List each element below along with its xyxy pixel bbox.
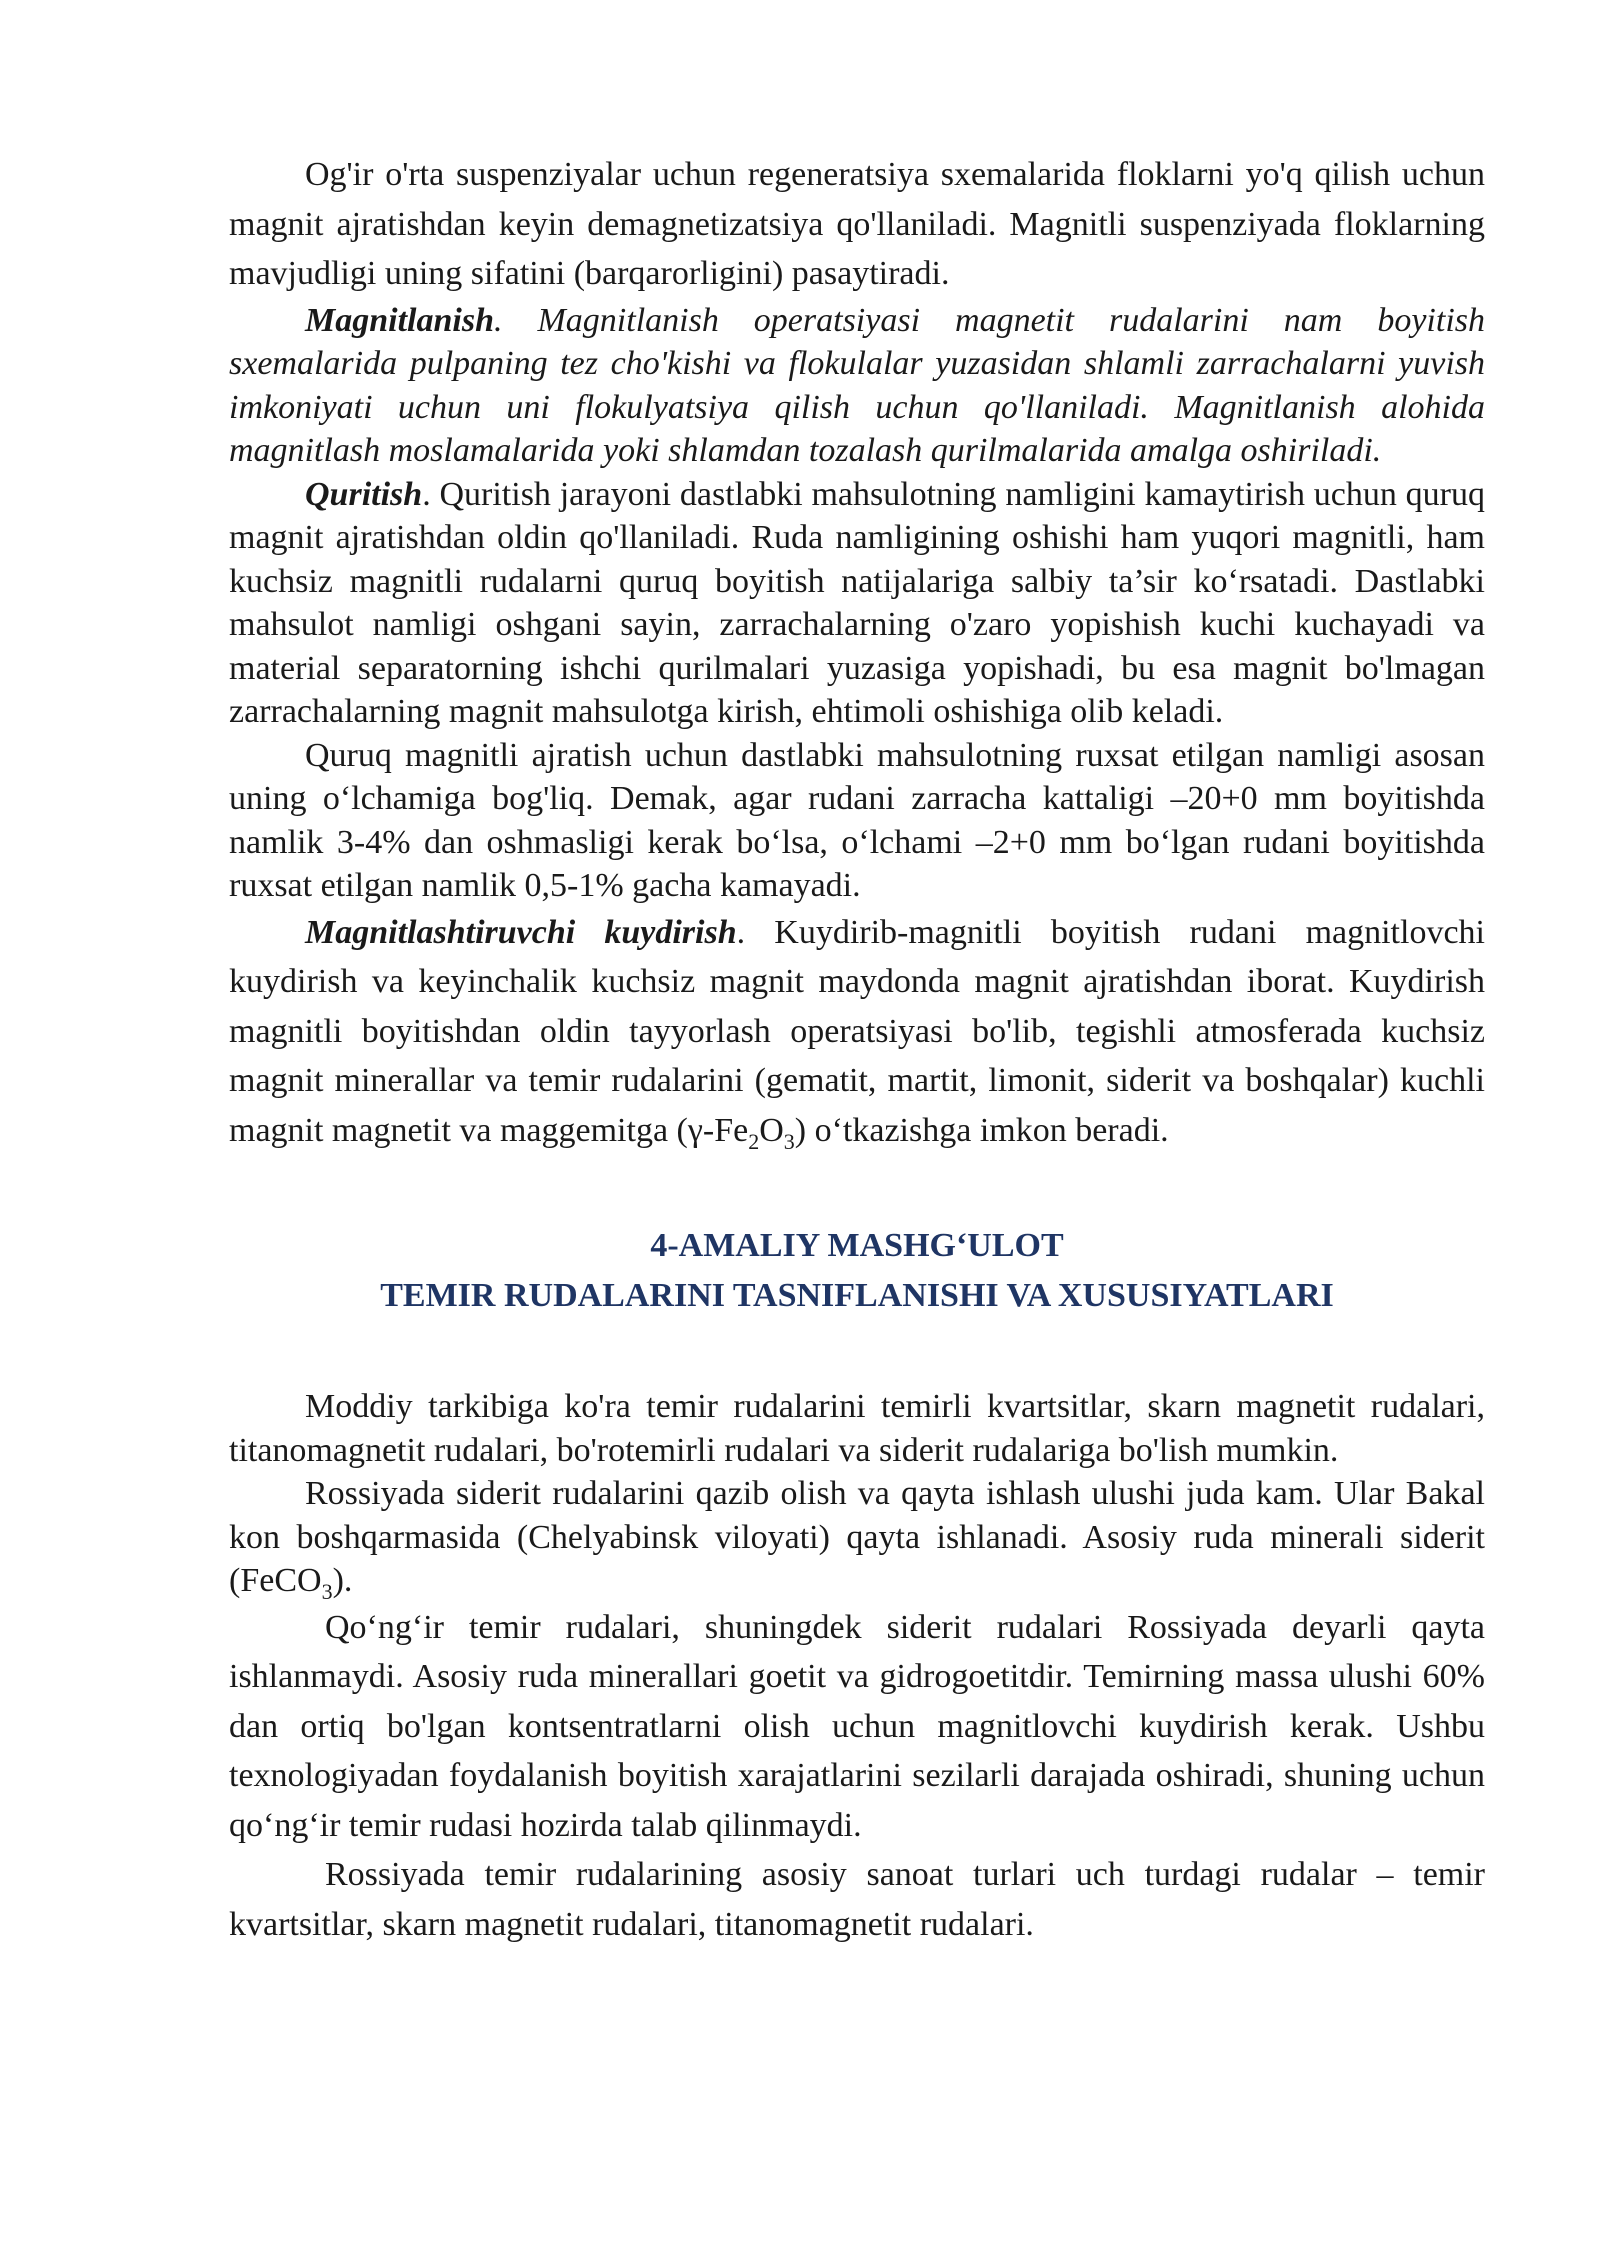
paragraph-roasting-text: . Kuydirib-magnitli boyitish rudani magnitlovchi kuydirish va keyinchalik kuchsiz magnit maydonda magnit ajratishdan iborat. Kuydirish magnitli boyitishdan oldin tayyorlash operatsiyasi bo'lib, tegishli atmosferada kuchsiz magnit minerallar va temir rudalarini (gematit, martit, limonit, siderit va boshqalar) kuchli magnit magnetit va maggemitga (γ-Fe [229,913,1485,1149]
paragraph-brown-iron-ores: Qo‘ng‘ir temir rudalari, shuningdek siderit rudalari Rossiyada deyarli qayta ishlanmaydi. Asosiy ruda minerallari goetit va gidrogoetitdir. Temirning massa ulushi 60% dan ortiq bo'lgan kontsentratlarni olish uchun magnitlovchi kuydirish kerak. Ushbu texnologiyadan foydalanish boyitish xarajatlarini sezilarli darajada oshiradi, shuning uchun qo‘ng‘ir temir rudasi hozirda talab qilinmaydi. [229,1608,1485,1844]
formula-o: O [759,1111,784,1149]
paragraph-siderite-russia [229,1472,1485,1603]
paragraph-ore-classification: Moddiy tarkibiga ko'ra temir rudalarini temirli kvartsitlar, skarn magnetit rudalari, titanomagnetit rudalari, bo'rotemirli rudalari va siderit rudalariga bo'lish mumkin. [229,1388,1485,1469]
paragraph-drying [229,473,1485,734]
subscript-3-feco3: 3 [321,1578,333,1604]
paragraph-magnetizing-roasting [229,908,1485,1156]
paragraph-magnetization [229,299,1485,473]
paragraph-roasting-end: ) o‘tkazishga imkon beradi. [794,1111,1169,1149]
heading-line-1: 4-AMALIY MASHG‘ULOT [650,1227,1064,1264]
term-quritish: Quritish [305,475,423,513]
paragraph-siderite-end: ). [332,1562,353,1599]
paragraph-industrial-types: Rossiyada temir rudalarining asosiy sanoat turlari uch turdagi rudalar – temir kvartsitlar, skarn magnetit rudalari, titanomagnetit rudalari. [229,1856,1485,1943]
subscript-3: 3 [783,1128,795,1154]
paragraph-magnetization-text: . Magnitlanish operatsiyasi magnetit rudalarini nam boyitish sxemalarida pulpaning tez cho'kishi va flokulalar yuzasidan shlamli zarrachalarni yuvish imkoniyati uchun uni flokulyatsiya qilish uchun qo'llaniladi. Magnitlanish alohida magnitlash moslamalarida yoki shlamdan tozalash qurilmalarida amalga oshiriladi. [229,301,1485,469]
paragraph-drying-text: . Quritish jarayoni dastlabki mahsulotning namligini kamaytirish uchun quruq magnit ajratishdan oldin qo'llaniladi. Ruda namligining oshishi ham yuqori magnitli, ham kuchsiz magnitli rudalarni quruq boyitish natijalariga salbiy ta’sir ko‘rsatadi. Dastlabki mahsulot namligi oshgani sayin, zarrachalarning o'zaro yopishish kuchi kuchayadi va material separatorning ishchi qurilmalari yuzasiga yopishadi, bu esa magnit bo'lmagan zarrachalarning magnit mahsulotga kirish, ehtimoli oshishiga olib keladi. [229,475,1485,730]
heading-line-2: TEMIR RUDALARINI TASNIFLANISHI VA XUSUSIYATLARI [380,1277,1334,1314]
paragraph-siderite-text: Rossiyada siderit rudalarini qazib olish va qayta ishlash ulushi juda kam. Ular Bakal kon boshqarmasida (Chelyabinsk viloyati) qayta ishlanadi. Asosiy ruda minerali siderit (FeCO [229,1475,1485,1599]
term-magnitlashtiruvchi-kuydirish: Magnitlashtiruvchi kuydirish [305,913,737,951]
section-heading [229,1221,1485,1321]
subscript-2: 2 [748,1128,760,1154]
paragraph-dry-separation-moisture: Quruq magnitli ajratish uchun dastlabki mahsulotning ruxsat etilgan namligi asosan uning o‘lchamiga bog'liq. Demak, agar rudani zarracha kattaligi –20+0 mm boyitishda namlik 3-4% dan oshmasligi kerak bo‘lsa, o‘lchami –2+0 mm bo‘lgan rudani boyitishda ruxsat etilgan namlik 0,5-1% gacha kamayadi. [229,736,1485,904]
document-page [229,150,1485,1949]
term-magnitlanish: Magnitlanish [305,301,494,339]
paragraph-demagnetization: Og'ir o'rta suspenziyalar uchun regeneratsiya sxemalarida floklarni yo'q qilish uchun magnit ajratishdan keyin demagnetizatsiya qo'llaniladi. Magnitli suspenziyada floklarning mavjudligi uning sifatini (barqarorligini) pasaytiradi. [229,156,1485,292]
